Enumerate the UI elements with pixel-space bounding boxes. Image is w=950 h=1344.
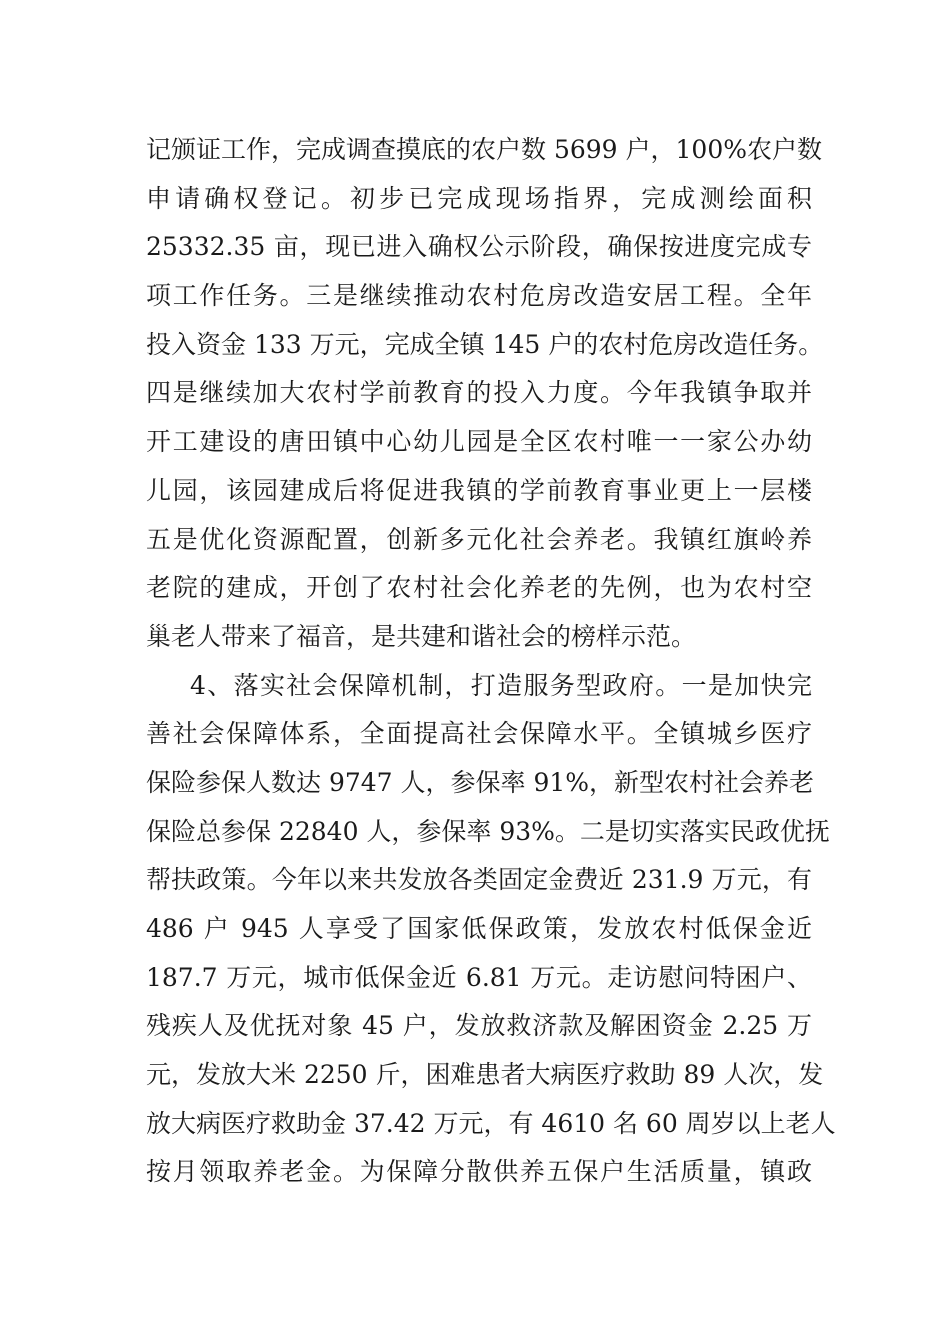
- text-line-8: 儿园，该园建成后将促进我镇的学前教育事业更上一层楼: [146, 475, 812, 505]
- text-line-2: 申请确权登记。初步已完成现场指界，完成测绘面积: [146, 183, 812, 213]
- text-line-16: 帮扶政策。今年以来共发放各类固定金费近 231.9 万元，有: [146, 865, 812, 895]
- text-line-5: 投入资金 133 万元，完成全镇 145 户的农村危房改造任务。: [146, 329, 824, 359]
- text-line-18: 187.7 万元，城市低保金近 6.81 万元。走访慰问特困户、: [146, 962, 812, 992]
- text-line-22: 按月领取养老金。为保障分散供养五保户生活质量，镇政: [146, 1157, 812, 1187]
- text-line-15: 保险总参保 22840 人，参保率 93%。二是切实落实民政优抚: [146, 816, 830, 846]
- text-line-11: 巢老人带来了福音，是共建和谐社会的榜样示范。: [146, 621, 697, 651]
- text-line-14: 保险参保人数达 9747 人，参保率 91%，新型农村社会养老: [146, 767, 815, 797]
- text-line-12: 4、落实社会保障机制，打造服务型政府。一是加快完: [190, 670, 812, 700]
- text-line-21: 放大病医疗救助金 37.42 万元，有 4610 名 60 周岁以上老人: [146, 1108, 836, 1138]
- text-line-19: 残疾人及优抚对象 45 户，发放救济款及解困资金 2.25 万: [146, 1011, 812, 1041]
- text-line-10: 老院的建成，开创了农村社会化养老的先例，也为农村空: [146, 573, 812, 603]
- body-text: [146, 126, 836, 1197]
- text-line-1: 记颁证工作，完成调查摸底的农户数 5699 户，100%农户数: [146, 135, 822, 164]
- text-line-20: 元，发放大米 2250 斤，困难患者大病医疗救助 89 人次，发: [146, 1060, 824, 1090]
- text-line-13: 善社会保障体系，全面提高社会保障水平。全镇城乡医疗: [146, 719, 812, 749]
- text-line-7: 开工建设的唐田镇中心幼儿园是全区农村唯一一家公办幼: [146, 427, 812, 457]
- text-line-4: 项工作任务。三是继续推动农村危房改造安居工程。全年: [146, 281, 812, 311]
- text-line-9: 五是优化资源配置，创新多元化社会养老。我镇红旗岭养: [146, 524, 812, 554]
- text-line-6: 四是继续加大农村学前教育的投入力度。今年我镇争取并: [146, 378, 812, 408]
- text-line-3: 25332.35 亩，现已进入确权公示阶段，确保按进度完成专: [146, 232, 812, 262]
- text-line-17: 486 户 945 人享受了国家低保政策，发放农村低保金近: [146, 914, 812, 943]
